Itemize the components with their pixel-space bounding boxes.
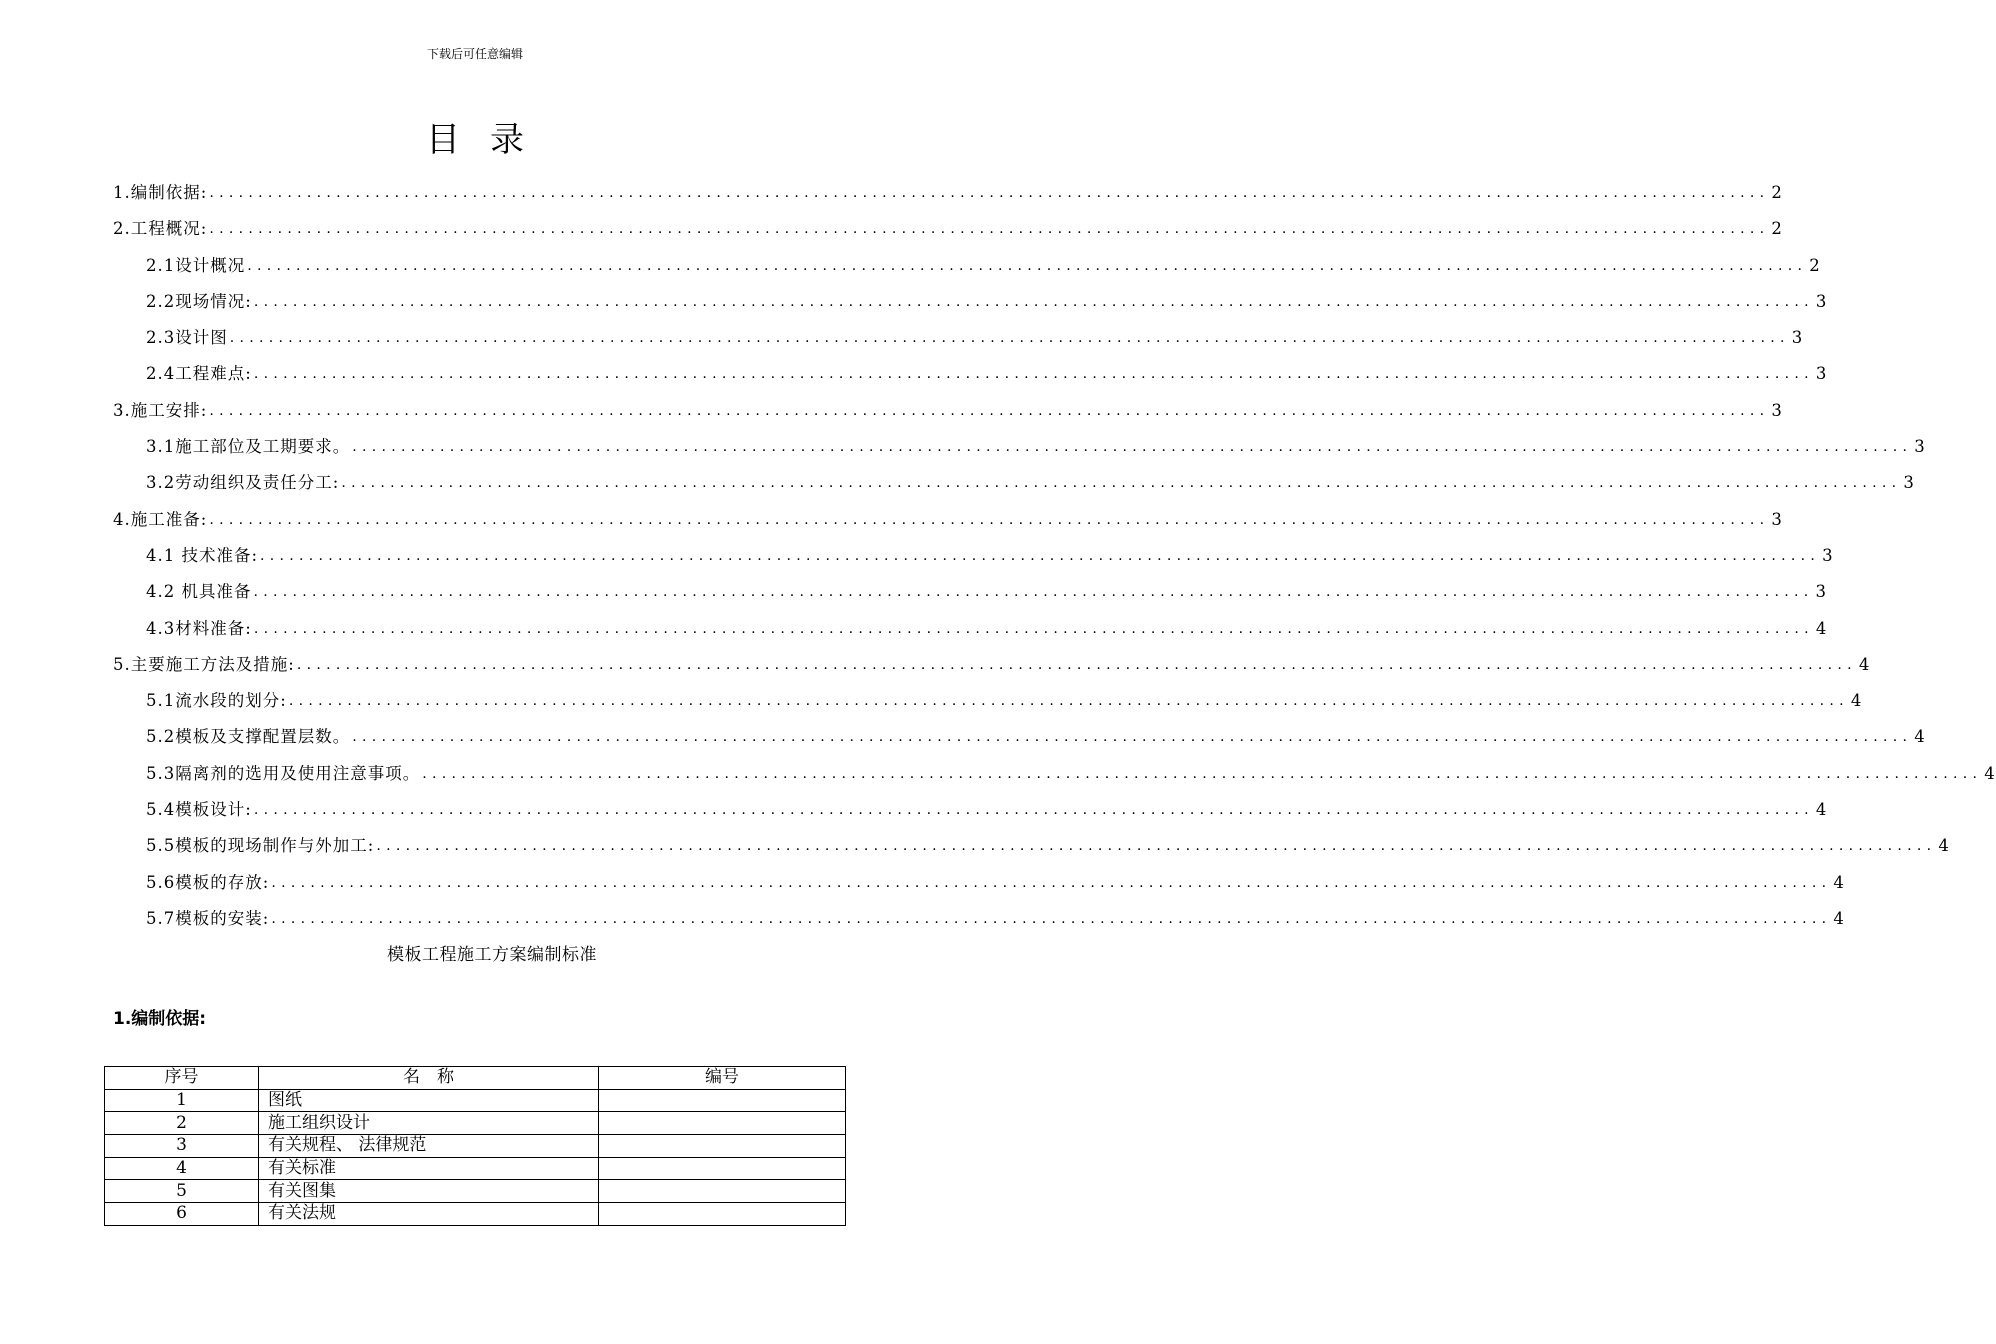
toc-entry[interactable] [113,356,1828,392]
toc-entry[interactable] [113,683,1863,719]
cell-no: 2 [105,1112,259,1135]
toc-entry-text: 4.施工准备: [113,502,209,538]
toc-entry-page: 3 [1791,328,1804,348]
cell-code [599,1135,846,1158]
toc-entry[interactable] [113,429,1926,465]
toc-leader-dots: ................................................................................................................................................................ [253,802,1814,819]
toc-entry-text: 3.1施工部位及工期要求。 [146,429,352,465]
cell-no: 5 [105,1180,259,1203]
toc-entry-text: 2.工程概况: [113,211,209,247]
cell-code [599,1112,846,1135]
toc-entry-text: 5.2模板及支撑配置层数。 [146,719,352,755]
toc-entry[interactable] [113,393,1783,429]
cell-name: 有关标准 [259,1157,599,1180]
toc-leader-dots: ................................................................................................................................................................ [341,475,1902,492]
section-heading: 1.编制依据: [113,1009,207,1029]
toc-entry-text: 3.施工安排: [113,393,209,429]
header-no: 序号 [105,1067,259,1090]
toc-entry-text: 2.1设计概况 [146,248,247,284]
toc-leader-dots: ................................................................................................................................................................ [229,330,1790,347]
cell-name: 有关图集 [259,1180,599,1203]
toc-entry-page: 4 [1815,618,1828,638]
toc-entry-page: 4 [1914,727,1926,747]
toc-entry[interactable] [113,248,1821,284]
toc-entry-page: 4 [1833,872,1845,892]
toc-entry[interactable] [113,865,1845,901]
cell-code [599,1180,846,1203]
toc-entry[interactable] [113,719,1926,755]
table-row [105,1135,846,1158]
table-row [105,1112,846,1135]
toc-entry-page: 3 [1903,473,1915,493]
table-row [105,1089,846,1112]
cell-name: 图纸 [259,1089,599,1112]
toc-entry[interactable] [113,828,1950,864]
toc-entry-text: 2.3设计图 [146,320,230,356]
toc-leader-dots: ................................................................................................................................................................ [253,620,1814,637]
toc-leader-dots: ................................................................................................................................................................ [253,584,1814,601]
toc-entry[interactable] [113,901,1845,937]
toc-entry[interactable] [113,211,1783,247]
toc-entry-text: 5.6模板的存放: [146,865,271,901]
document-title: 模板工程施工方案编制标准 [387,945,597,965]
toc-entry-page: 3 [1822,545,1834,565]
cell-no: 1 [105,1089,259,1112]
toc-title: 目录 [426,120,554,160]
cell-name: 施工组织设计 [259,1112,599,1135]
toc-entry-text: 5.4模板设计: [146,792,254,828]
table-header-row [105,1067,846,1090]
toc-entry[interactable] [113,611,1828,647]
cell-code [599,1157,846,1180]
toc-leader-dots: ................................................................................................................................................................ [209,185,1770,201]
toc-entry-text: 3.2劳动组织及责任分工: [146,465,341,501]
cell-code [599,1089,846,1112]
toc-entry-page: 2 [1771,219,1783,239]
toc-entry-page: 4 [1984,763,1996,783]
header-code: 编号 [599,1067,846,1090]
table-row [105,1157,846,1180]
header-name: 名 称 [259,1067,599,1090]
toc-leader-dots: ................................................................................................................................................................ [209,221,1770,238]
toc-leader-dots: ................................................................................................................................................................ [288,693,1849,710]
toc-leader-dots: ................................................................................................................................................................ [253,293,1814,310]
toc-entry-text: 4.2 机具准备 [146,574,254,610]
cell-name: 有关法规 [259,1203,599,1226]
toc-entry[interactable] [113,574,1828,610]
toc-entry[interactable] [113,320,1804,356]
toc-entry-text: 5.5模板的现场制作与外加工: [146,828,376,864]
reference-table [104,1066,846,1226]
table-row [105,1180,846,1203]
toc-entry-page: 3 [1815,364,1828,384]
table-of-contents [113,175,1996,937]
toc-entry[interactable] [113,175,1783,211]
toc-entry-page: 3 [1815,291,1828,311]
toc-entry-page: 4 [1833,908,1845,928]
toc-entry-text: 1.编制依据: [113,175,209,211]
toc-leader-dots: ................................................................................................................................................................ [260,547,1821,564]
toc-leader-dots: ................................................................................................................................................................ [253,366,1814,383]
toc-leader-dots: ................................................................................................................................................................ [271,910,1832,927]
toc-entry-text: 2.2现场情况: [146,284,254,320]
toc-entry-text: 5.主要施工方法及措施: [113,647,297,683]
page-header: 下载后可任意编辑 [426,47,523,61]
toc-leader-dots: ................................................................................................................................................................ [422,765,1983,782]
cell-no: 4 [105,1157,259,1180]
toc-entry-text: 5.3隔离剂的选用及使用注意事项。 [146,756,422,792]
cell-no: 3 [105,1135,259,1158]
toc-entry-text: 5.7模板的安装: [146,901,271,937]
toc-entry-page: 2 [1771,183,1783,202]
cell-code [599,1203,846,1226]
toc-entry-text: 2.4工程难点: [146,356,254,392]
toc-entry[interactable] [113,647,1871,683]
toc-entry-page: 4 [1858,654,1871,674]
toc-leader-dots: ................................................................................................................................................................ [352,439,1913,456]
toc-entry[interactable] [113,465,1915,501]
toc-entry-page: 3 [1815,582,1828,602]
toc-leader-dots: ................................................................................................................................................................ [296,656,1857,673]
toc-entry-page: 4 [1938,836,1950,856]
toc-entry-page: 2 [1809,255,1821,275]
cell-name: 有关规程、 法律规范 [259,1135,599,1158]
toc-entry-page: 3 [1771,509,1783,529]
toc-entry[interactable] [113,792,1828,828]
toc-entry-page: 3 [1771,400,1783,420]
toc-leader-dots: ................................................................................................................................................................ [271,874,1832,891]
toc-entry-page: 4 [1850,691,1863,711]
toc-entry-page: 3 [1914,437,1926,457]
table-row [105,1203,846,1226]
toc-entry-text: 4.3材料准备: [146,611,254,647]
toc-leader-dots: ................................................................................................................................................................ [247,257,1808,274]
toc-leader-dots: ................................................................................................................................................................ [352,729,1913,746]
toc-leader-dots: ................................................................................................................................................................ [376,838,1937,855]
toc-entry-text: 4.1 技术准备: [146,538,260,574]
toc-entry[interactable] [113,538,1834,574]
toc-entry-page: 4 [1815,800,1828,820]
toc-entry[interactable] [113,502,1783,538]
toc-leader-dots: ................................................................................................................................................................ [209,402,1770,419]
toc-entry-text: 5.1流水段的划分: [146,683,289,719]
toc-entry[interactable] [113,284,1828,320]
toc-entry[interactable] [113,756,1996,792]
toc-leader-dots: ................................................................................................................................................................ [209,511,1770,528]
cell-no: 6 [105,1203,259,1226]
